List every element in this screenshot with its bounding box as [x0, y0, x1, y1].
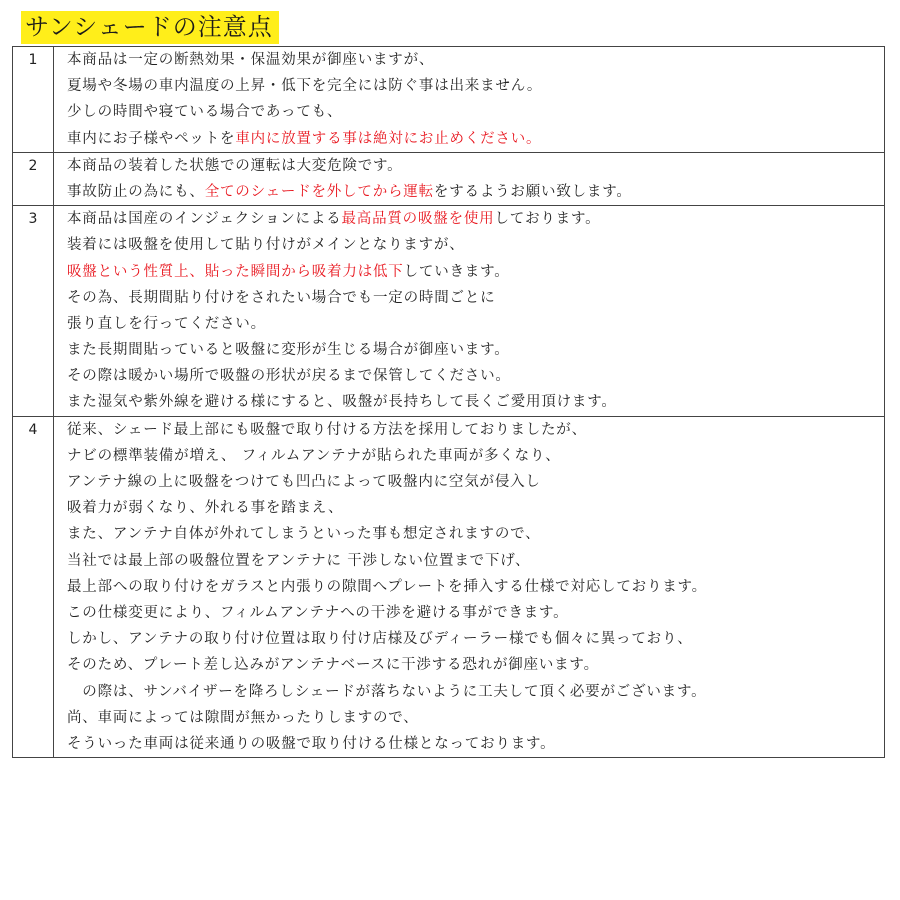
note-line [67, 206, 884, 232]
page-title: サンシェードの注意点 [21, 11, 279, 44]
body-text: また湿気や紫外線を避ける様にすると、吸盤が長持ちして長くご愛用頂けます。 [67, 394, 617, 411]
note-line [67, 731, 884, 757]
body-text: をするようお願い致します。 [433, 183, 632, 200]
body-text: 本商品の装着した状態での運転は大変危険です。 [67, 157, 403, 174]
body-text: 張り直しを行ってください。 [67, 315, 266, 332]
body-text: 最上部への取り付けをガラスと内張りの隙間へプレートを挿入する仕様で対応しております。 [67, 578, 707, 595]
body-text: そのため、プレート差し込みがアンテナベースに干渉する恐れが御座います。 [67, 657, 599, 674]
note-number: 4 [13, 416, 54, 757]
note-text [54, 416, 885, 757]
body-text: 夏場や冬場の車内温度の上昇・低下を完全には防ぐ事は出来ません。 [67, 78, 543, 95]
warning-text: 最高品質の吸盤を使用 [341, 211, 495, 228]
note-row [13, 416, 885, 757]
body-text: 尚、車両によっては隙間が無かったりしますので、 [67, 709, 419, 726]
note-line [67, 153, 884, 179]
note-row [13, 206, 885, 417]
body-text: また、アンテナ自体が外れてしまうといった事も想定されますので、 [67, 526, 541, 543]
note-line [67, 600, 884, 626]
note-line [67, 443, 884, 469]
note-line [67, 73, 884, 99]
body-text: 当社では最上部の吸盤位置をアンテナに 干渉しない位置まで下げ、 [67, 552, 531, 569]
body-text: そういった車両は従来通りの吸盤で取り付ける仕様となっております。 [67, 735, 556, 752]
note-line [67, 126, 884, 152]
note-line [67, 259, 884, 285]
warning-text: 吸盤という性質上、貼った瞬間から吸着力は低下 [67, 263, 404, 280]
note-line [67, 337, 884, 363]
body-text: していきます。 [403, 263, 510, 280]
note-line [67, 495, 884, 521]
body-text: 装着には吸盤を使用して貼り付けがメインとなりますが、 [67, 237, 465, 254]
note-line [67, 179, 884, 205]
body-text: アンテナ線の上に吸盤をつけても凹凸によって吸盤内に空気が侵入し [67, 474, 541, 490]
note-line [67, 521, 884, 547]
body-text: の際は、サンバイザーを降ろしシェードが落ちないように工夫して頂く必要がございます。 [67, 683, 707, 700]
note-line [67, 574, 884, 600]
note-line [67, 705, 884, 731]
body-text: しております。 [494, 211, 601, 228]
note-row [13, 152, 885, 205]
note-number: 1 [13, 47, 54, 153]
note-line [67, 311, 884, 337]
body-text: 少しの時間や寝ている場合であっても、 [67, 104, 343, 121]
note-text [54, 152, 885, 205]
body-text: この仕様変更により、フィルムアンテナへの干渉を避ける事ができます。 [67, 604, 569, 621]
body-text: その為、長期間貼り付けをされたい場合でも一定の時間ごとに [67, 289, 496, 306]
note-number: 3 [13, 206, 54, 417]
notes-table [12, 46, 885, 758]
body-text: 車内にお子様やペットを [67, 130, 236, 147]
note-line [67, 99, 884, 125]
warning-text: 車内に放置する事は絶対にお止めください。 [235, 130, 542, 147]
body-text: ナビの標準装備が増え、 フィルムアンテナが貼られた車両が多くなり、 [67, 447, 561, 464]
body-text: 事故防止の為にも、 [67, 183, 205, 200]
note-line [67, 417, 884, 443]
body-text: 本商品は国産のインジェクションによる [67, 211, 342, 228]
note-line [67, 548, 884, 574]
body-text: 従来、シェード最上部にも吸盤で取り付ける方法を採用しておりましたが、 [67, 421, 587, 438]
note-row [13, 47, 885, 153]
body-text: しかし、アンテナの取り付け位置は取り付け店様及びディーラー様でも個々に異っており、 [67, 631, 693, 648]
note-line [67, 285, 884, 311]
note-line [67, 626, 884, 652]
note-text [54, 47, 885, 153]
body-text: また長期間貼っていると吸盤に変形が生じる場合が御座います。 [67, 342, 510, 359]
note-line [67, 363, 884, 389]
note-line [67, 652, 884, 678]
note-line [67, 469, 884, 495]
body-text: 本商品は一定の断熱効果・保温効果が御座いますが、 [67, 52, 435, 68]
body-text: その際は暖かい場所で吸盤の形状が戻るまで保管してください。 [67, 368, 511, 385]
note-line [67, 232, 884, 258]
note-line [67, 389, 884, 415]
notes-table-body [13, 47, 885, 758]
note-line [67, 679, 884, 705]
warning-text: 全てのシェードを外してから運転 [204, 183, 434, 200]
note-text [54, 206, 885, 417]
note-line [67, 47, 884, 73]
note-number: 2 [13, 152, 54, 205]
body-text: 吸着力が弱くなり、外れる事を踏まえ、 [67, 500, 344, 517]
